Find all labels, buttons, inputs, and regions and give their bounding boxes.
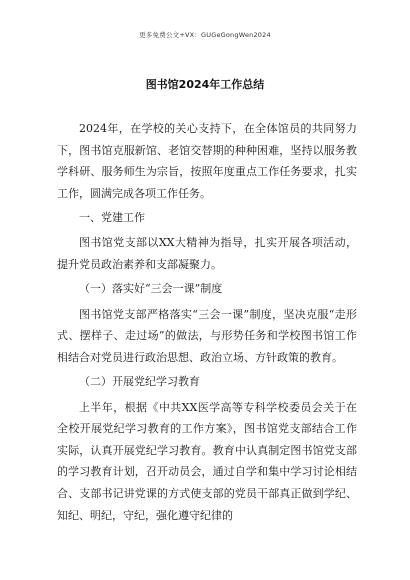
header-note: 更多免费公文+VX：GUGeGongWen2024 [139, 31, 271, 39]
document-body [57, 118, 357, 529]
section-heading-party-building: 一、党建工作 [79, 210, 145, 224]
subsection-heading-discipline-education: （二）开展党纪学习教育 [79, 375, 200, 389]
party-building-paragraph: 图书馆党支部以XX大精神为指导，扎实开展各项活动，提升党员政治素养和支部凝聚力。 [57, 236, 357, 272]
intro-paragraph: 2024年，在学校的关心支持下，在全体馆员的共同努力下，图书馆克服新馆、老馆交替期的种种困难，坚持以服务教学科研、服务师生为宗旨，按照年度重点工作任务要求，扎实工作，圆满完成各项工作任务。 [57, 122, 357, 200]
subsection-heading-three-meetings: （一）落实好“三会一课”制度 [79, 282, 223, 296]
three-meetings-paragraph: 图书馆党支部严格落实“三会一课”制度，坚决克服“走形式、摆样子、走过场”的做法，与形势任务和学校图书馆工作相结合对党员进行政治思想、政治立场、方针政策的教育。 [57, 307, 357, 364]
document-title: 图书馆2024年工作总结 [145, 78, 265, 91]
discipline-education-paragraph: 上半年，根据《中共XX医学高等专科学校委员会关于在全校开展党纪学习教育的工作方案》，图书馆党支部结合工作实际，认真开展党纪学习教育。教育中认真制定图书馆党支部的学习教育计划，召开动员会，通过自学和集中学习讨论相结合、支部书记讲党课的方式使支部的党员干部真正做到学纪、知纪、明纪，守纪，强化遵守纪律的 [57, 400, 357, 522]
